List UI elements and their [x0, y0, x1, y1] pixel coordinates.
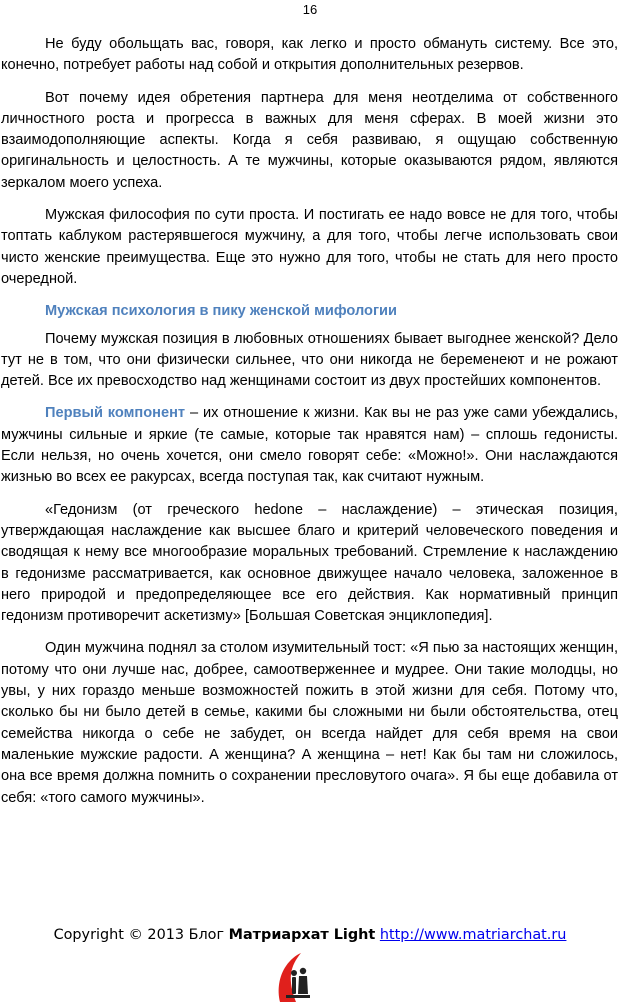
paragraph-4: Почему мужская позиция в любовных отношениях бывает выгоднее женской? Дело тут не в том, что они физически сильнее, что они никогда не беременеют и не рожают детей. Все их превосходство над женщинами состоит из двух простейших компонентов.: [1, 330, 618, 390]
paragraph-1: Не буду обольщать вас, говоря, как легко и просто обмануть систему. Все это, конечно, потребует работы над собой и открытия дополнительных резервов.: [1, 36, 618, 74]
paragraph-6-quote: «Гедонизм (от греческого hedone – наслаждение) – этическая позиция, утверждающая наслаждение как высшее благо и критерий человеческого поведения и сводящая к нему все многообразие моральных требований. Стремление к наслаждению в гедонизме рассматривается, как основное движущее начало человека, заложенное в него природой и предопределяющее все его действия. Как нормативный принцип гедонизм противоречит аскетизму» [Большая Советская энциклопедия].: [1, 501, 618, 625]
paragraph-2: Вот почему идея обретения партнера для меня неотделима от собственного личностного роста и прогресса в важных для меня сферах. В моей жизни это взаимодополняющие аспекты. Когда я себя развиваю, я ощущаю собственную оригинальность и целостность. А те мужчины, которые оказываются рядом, являются зеркалом моего успеха.: [1, 89, 618, 191]
section-heading: Мужская психология в пику женской мифологии: [45, 303, 397, 320]
logo-figure-body-right: [298, 976, 308, 994]
site-link[interactable]: http://www.matriarchat.ru: [379, 927, 567, 943]
logo-figure-head-left: [291, 970, 297, 976]
paragraph-3: Мужская философия по сути проста. И постигать ее надо вовсе не для того, чтобы топтать каблуком растерявшегося мужчину, а для того, чтобы легче использовать свои чисто женские преимущества. Еще это нужно для того, чтобы не стать для него просто очередной.: [1, 207, 618, 287]
logo-figure-head-right: [300, 968, 306, 974]
logo-base: [286, 995, 310, 998]
copyright-text: Copyright © 2013 Блог: [53, 927, 229, 943]
document-body: [1, 34, 618, 820]
paragraph-5: [1, 403, 618, 488]
blog-brand: Матриархат Light: [228, 927, 376, 943]
paragraph-5-lead: Первый компонент: [45, 405, 186, 422]
page-number: 16: [302, 2, 318, 17]
paragraph-7: Один мужчина поднял за столом изумительный тост: «Я пью за настоящих женщин, потому что они лучше нас, добрее, самоотверженнее и мудрее. Они такие молодцы, но увы, у них гораздо меньше возможностей пожить в этой жизни для себя. Потому что, сколько бы ни было детей в семье, какими бы сложными ни были обстоятельства, отец семейства никогда о себе не забудет, он всегда найдет для себя время на свои маленькие мужские радости. А женщина? А женщина – нет! Как бы там ни сложилось, она все время должна помнить о сохранении пресловутого очага». Я бы еще добавила от себя: «того самого мужчины».: [1, 640, 618, 806]
logo-red-shape: [279, 953, 301, 1002]
logo-figure-body-left: [292, 977, 296, 994]
page-footer: [0, 925, 620, 945]
matriarchat-logo-icon: [274, 952, 314, 1004]
paragraph-5-text: – их отношение к жизни. Как вы не раз уже сами убеждались, мужчины сильные и яркие (те самые, которые так нравятся нам) – сплошь гедонисты. Если нельзя, но очень хочется, они смело говорят себе: «Можно!». Они наслаждаются жизнью во всех ее ракурсах, всегда поступая так, как считают нужным.: [1, 405, 618, 486]
